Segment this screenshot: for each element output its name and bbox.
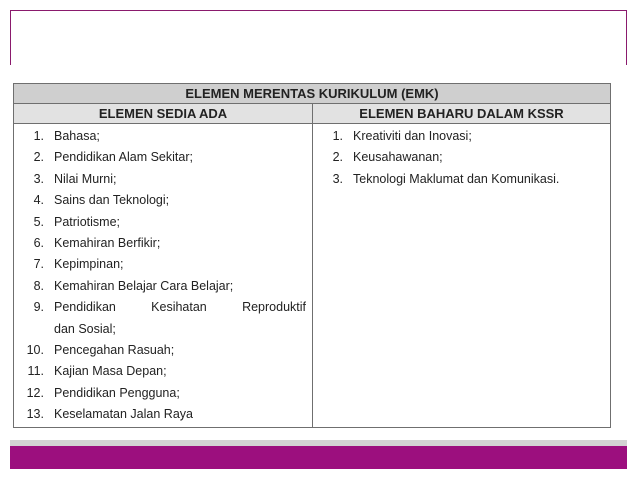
list-item <box>14 212 312 233</box>
item-text: Pencegahan Rasuah; <box>54 343 175 358</box>
item-number: 12. <box>26 385 44 400</box>
item-text: Pendidikan Kesihatan Reproduktif <box>54 300 306 315</box>
item-number: 1. <box>33 129 44 143</box>
emk-table <box>13 83 611 428</box>
list-item <box>14 361 312 382</box>
list-item <box>14 276 312 297</box>
list-item <box>14 297 312 318</box>
item-text: Keselamatan Jalan Raya <box>54 407 193 422</box>
right-column-cell <box>313 124 611 428</box>
left-column-header: ELEMEN SEDIA ADA <box>14 104 313 124</box>
item-text: Teknologi Maklumat dan Komunikasi. <box>353 171 560 186</box>
list-item <box>14 383 312 404</box>
item-number: 3. <box>33 171 44 186</box>
item-number: 6. <box>33 236 44 251</box>
left-column-cell <box>14 124 313 428</box>
item-number: 9. <box>33 300 44 315</box>
item-text-continuation: dan Sosial; <box>54 321 116 336</box>
list-item <box>14 233 312 254</box>
item-text: Kepimpinan; <box>54 257 124 272</box>
item-number: 11. <box>27 364 44 379</box>
item-text: Kemahiran Belajar Cara Belajar; <box>54 278 234 293</box>
existing-elements-list <box>14 124 312 426</box>
list-item-continuation <box>14 319 312 340</box>
new-elements-list <box>313 124 610 190</box>
item-text: Keusahawanan; <box>353 150 443 165</box>
list-item <box>313 169 610 190</box>
item-number: 3. <box>332 171 343 186</box>
item-text: Nilai Murni; <box>54 171 117 186</box>
item-number: 10. <box>26 343 44 358</box>
item-text: Pendidikan Alam Sekitar; <box>54 150 193 165</box>
slide-title-frame <box>10 10 627 65</box>
list-item <box>14 190 312 211</box>
footer-accent-bar <box>10 446 627 469</box>
list-item <box>14 340 312 361</box>
item-text: Bahasa; <box>54 129 100 143</box>
item-number: 2. <box>33 150 44 165</box>
list-item <box>14 254 312 275</box>
item-number: 2. <box>332 150 343 165</box>
item-number: 4. <box>33 193 44 208</box>
item-text: Kajian Masa Depan; <box>54 364 167 379</box>
list-item <box>14 404 312 425</box>
item-text: Kemahiran Berfikir; <box>54 236 161 251</box>
list-item <box>14 126 312 147</box>
list-item <box>14 169 312 190</box>
item-number: 8. <box>33 278 44 293</box>
item-number: 1. <box>332 129 343 143</box>
item-text: Sains dan Teknologi; <box>54 193 170 208</box>
item-number: 5. <box>33 214 44 229</box>
right-column-header: ELEMEN BAHARU DALAM KSSR <box>313 104 611 124</box>
item-text: Patriotisme; <box>54 214 120 229</box>
item-text: Pendidikan Pengguna; <box>54 385 180 400</box>
list-item <box>313 126 610 147</box>
list-item <box>313 147 610 168</box>
item-number: 7. <box>33 257 44 272</box>
item-number: 13. <box>26 407 44 422</box>
list-item <box>14 147 312 168</box>
table-title: ELEMEN MERENTAS KURIKULUM (EMK) <box>14 84 611 104</box>
item-text: Kreativiti dan Inovasi; <box>353 129 472 143</box>
